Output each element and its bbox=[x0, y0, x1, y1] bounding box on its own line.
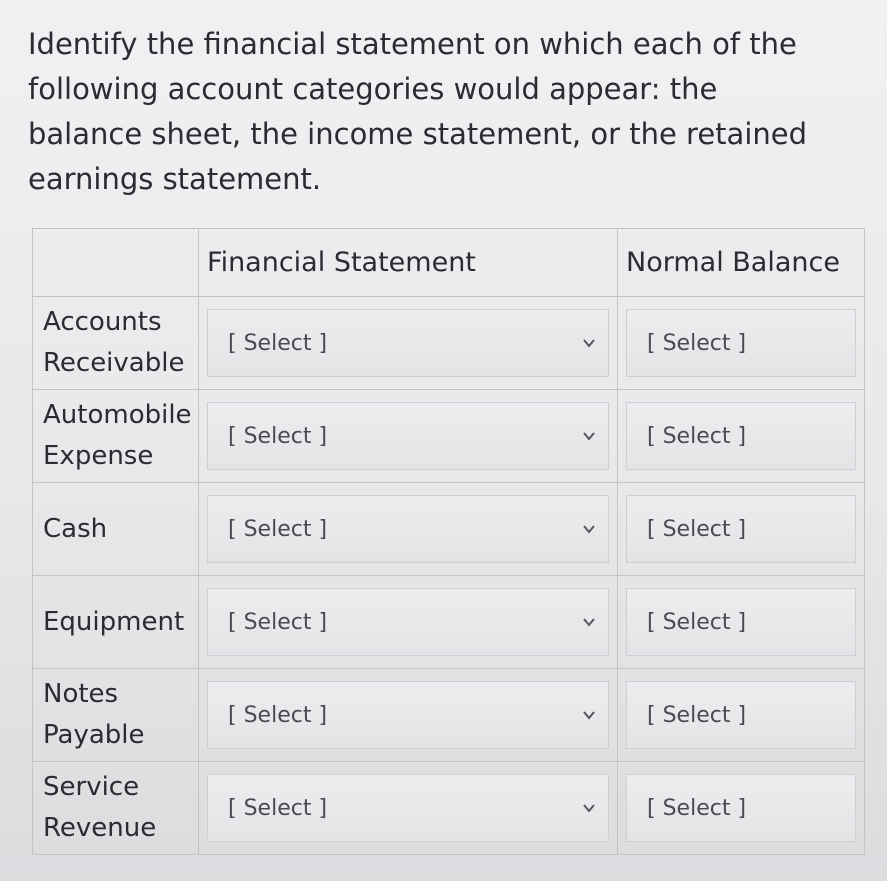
financial-statement-select[interactable] bbox=[207, 402, 609, 470]
chevron-down-icon bbox=[582, 522, 596, 536]
chevron-down-icon bbox=[582, 336, 596, 350]
account-category-table bbox=[32, 228, 865, 855]
financial-statement-select[interactable] bbox=[207, 774, 609, 842]
header-category bbox=[33, 229, 199, 297]
normal-balance-select[interactable] bbox=[626, 681, 856, 749]
chevron-down-icon bbox=[582, 429, 596, 443]
chevron-down-icon bbox=[582, 801, 596, 815]
account-category-label: Automobile Expense bbox=[33, 390, 199, 483]
table-row bbox=[33, 576, 865, 669]
normal-balance-select[interactable] bbox=[626, 402, 856, 470]
table-row bbox=[33, 483, 865, 576]
financial-statement-select[interactable] bbox=[207, 681, 609, 749]
table-row bbox=[33, 297, 865, 390]
select-value: [ Select ] bbox=[647, 702, 747, 728]
select-value: [ Select ] bbox=[228, 609, 328, 635]
select-value: [ Select ] bbox=[228, 516, 328, 542]
select-value: [ Select ] bbox=[228, 423, 328, 449]
table-row bbox=[33, 762, 865, 855]
account-category-label: Cash bbox=[33, 483, 199, 576]
financial-statement-select[interactable] bbox=[207, 309, 609, 377]
normal-balance-select[interactable] bbox=[626, 774, 856, 842]
header-normal-balance: Normal Balance bbox=[618, 229, 865, 297]
select-value: [ Select ] bbox=[647, 516, 747, 542]
normal-balance-select[interactable] bbox=[626, 309, 856, 377]
financial-statement-select[interactable] bbox=[207, 588, 609, 656]
select-value: [ Select ] bbox=[228, 330, 328, 356]
select-value: [ Select ] bbox=[647, 609, 747, 635]
header-financial-statement: Financial Statement bbox=[199, 229, 618, 297]
table-row bbox=[33, 669, 865, 762]
select-value: [ Select ] bbox=[647, 423, 747, 449]
select-value: [ Select ] bbox=[228, 795, 328, 821]
select-value: [ Select ] bbox=[228, 702, 328, 728]
normal-balance-select[interactable] bbox=[626, 495, 856, 563]
account-category-label: Service Revenue bbox=[33, 762, 199, 855]
select-value: [ Select ] bbox=[647, 795, 747, 821]
account-category-label: Notes Payable bbox=[33, 669, 199, 762]
normal-balance-select[interactable] bbox=[626, 588, 856, 656]
account-category-label: Accounts Receivable bbox=[33, 297, 199, 390]
question-text: Identify the financial statement on which each of the following account categories would appear: the balance sheet, the income statement, or the retained earnings statement. bbox=[28, 27, 808, 196]
table-row bbox=[33, 390, 865, 483]
table-header-row bbox=[33, 229, 865, 297]
financial-statement-select[interactable] bbox=[207, 495, 609, 563]
select-value: [ Select ] bbox=[647, 330, 747, 356]
chevron-down-icon bbox=[582, 615, 596, 629]
account-category-label: Equipment bbox=[33, 576, 199, 669]
chevron-down-icon bbox=[582, 708, 596, 722]
